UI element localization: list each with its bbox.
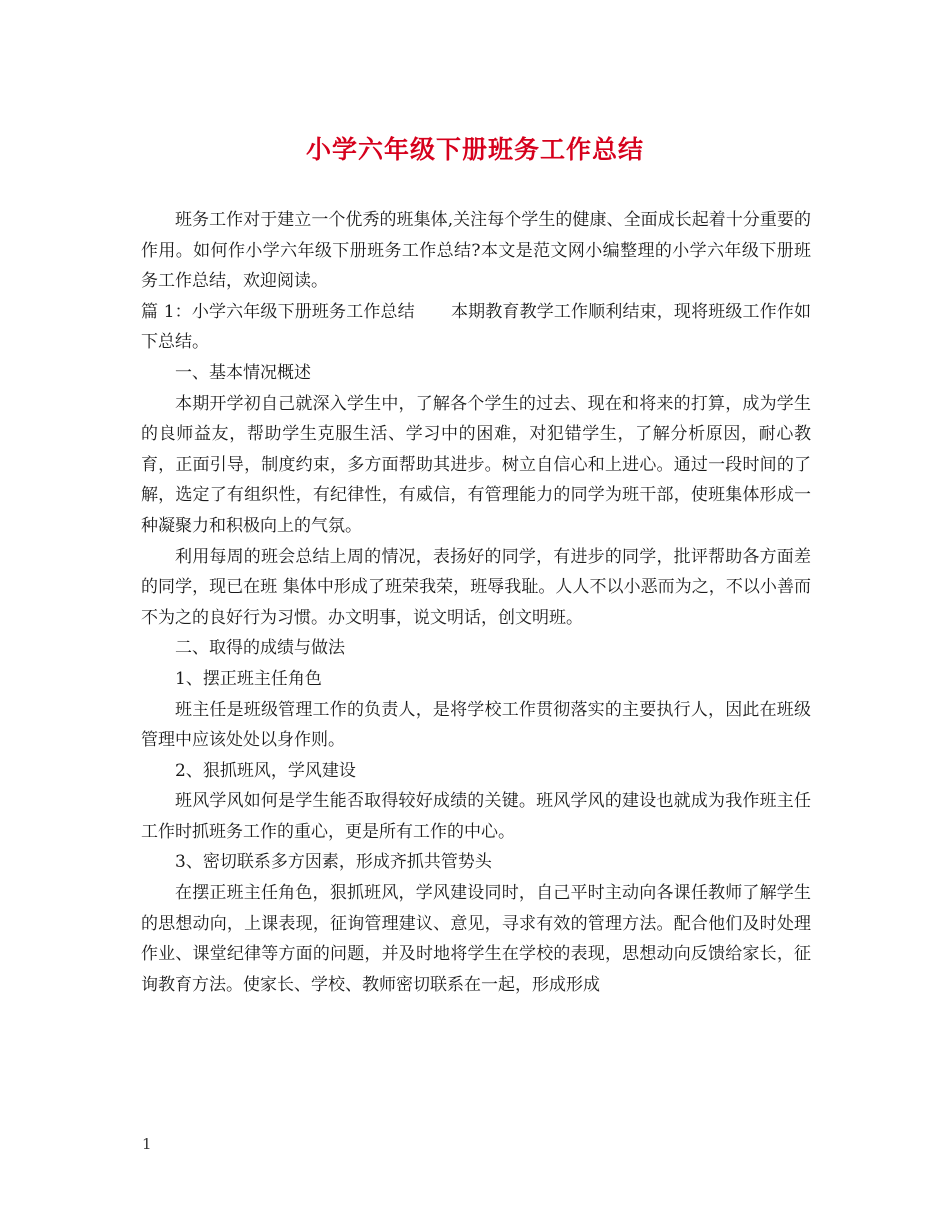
section1-paragraph-2: 利用每周的班会总结上周的情况，表扬好的同学，有进步的同学，批评帮助各方面差的同学，现已在班 集体中形成了班荣我荣，班辱我耻。人人不以小恶而为之，不以小善而不为之的良好行为习惯。办文明事，说文明话，创文明班。 [141, 546, 811, 628]
item2-heading: 2、狠抓班风，学风建设 [175, 760, 356, 781]
section1-heading: 一、基本情况概述 [175, 362, 311, 383]
section1-paragraph-1: 本期开学初自己就深入学生中，了解各个学生的过去、现在和将来的打算，成为学生的良师益友，帮助学生克服生活、学习中的困难，对犯错学生，了解分析原因，耐心教育，正面引导，制度约束，多方面帮助其进步。树立自信心和上进心。通过一段时间的了解，选定了有组织性，有纪律性，有威信，有管理能力的同学为班干部，使班集体形成一种凝聚力和积极向上的气氛。 [141, 393, 811, 536]
item1-paragraph: 班主任是班级管理工作的负责人，是将学校工作贯彻落实的主要执行人，因此在班级管理中应该处处以身作则。 [141, 699, 811, 751]
chapter-text: 本期教育教学工作顺利结束，现将班级工作作如下总结。 [141, 301, 811, 353]
intro-paragraph: 班务工作对于建立一个优秀的班集体,关注每个学生的健康、全面成长起着十分重要的作用。如何作小学六年级下册班务工作总结?本文是范文网小编整理的小学六年级下册班务工作总结，欢迎阅读。 [141, 210, 811, 292]
item3-paragraph: 在摆正班主任角色，狠抓班风，学风建设同时，自己平时主动向各课任教师了解学生的思想动向，上课表现，征询管理建议、意见，寻求有效的管理方法。配合他们及时处理作业、课堂纪律等方面的问题，并及时地将学生在学校的表现，思想动向反馈给家长，征询教育方法。使家长、学校、教师密切联系在一起，形成形成 [141, 883, 811, 995]
chapter-paragraph [141, 297, 811, 358]
page-number: 1 [142, 1135, 152, 1153]
document-title: 小学六年级下册班务工作总结 [305, 135, 644, 164]
chapter-label: 篇 1：小学六年级下册班务工作总结 [141, 301, 415, 322]
document-body [141, 205, 811, 1000]
section2-heading: 二、取得的成绩与做法 [175, 638, 345, 659]
item2-paragraph: 班风学风如何是学生能否取得较好成绩的关键。班风学风的建设也就成为我作班主任工作时抓班务工作的重心，更是所有工作的中心。 [141, 791, 811, 842]
item1-heading: 1、摆正班主任角色 [175, 668, 322, 689]
item3-heading: 3、密切联系多方因素，形成齐抓共管势头 [175, 852, 492, 873]
